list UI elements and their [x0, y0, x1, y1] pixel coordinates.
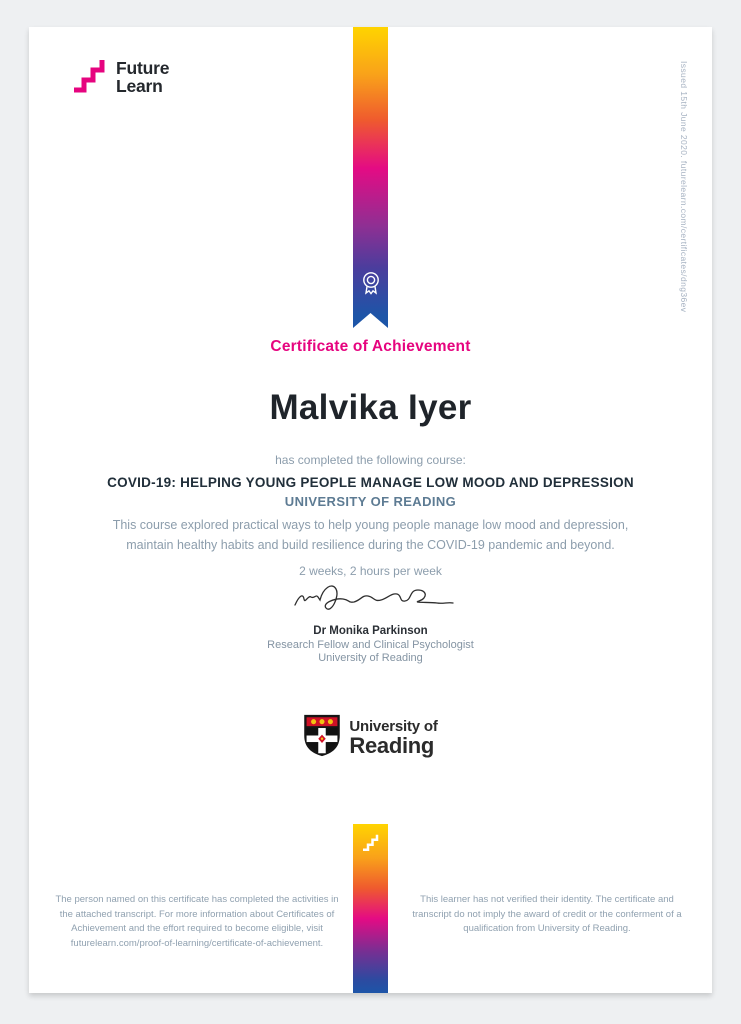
- signatory-organisation: University of Reading: [318, 652, 423, 664]
- futurelearn-stairs-icon: [71, 57, 109, 99]
- medal-icon: [359, 270, 383, 303]
- signature-image: [29, 578, 712, 625]
- signatory-name: Dr Monika Parkinson: [313, 625, 428, 637]
- bottom-ribbon: [353, 824, 388, 993]
- course-duration: 2 weeks, 2 hours per week: [299, 564, 442, 578]
- futurelearn-wordmark: [116, 60, 169, 96]
- institution-name: UNIVERSITY OF READING: [284, 494, 457, 509]
- futurelearn-stairs-icon-white: [361, 833, 380, 852]
- course-title: COVID-19: HELPING YOUNG PEOPLE MANAGE LOW MOOD AND DEPRESSION: [107, 475, 634, 490]
- footer-transcript-note: The person named on this certificate has completed the activities in the attached transcript. For more information about Certificates of Achievement and the effort required to become eligible, visit futurelearn.com/proof-of-learning/certificate-of-achievement.: [55, 894, 339, 950]
- reading-wordmark-line1: University of: [349, 718, 438, 736]
- futurelearn-logo: [71, 57, 169, 99]
- university-of-reading-logo: [29, 714, 712, 762]
- recipient-name: Malvika Iyer: [269, 388, 472, 427]
- footer-identity-note: This learner has not verified their identity. The certificate and transcript do not imply the award of credit or the conferment of a qualification from University of Reading.: [412, 894, 682, 935]
- certificate-title: Certificate of Achievement: [270, 338, 471, 355]
- issued-note: Issued 15th June 2020. futurelearn.com/certificates/dng36ev: [679, 61, 689, 313]
- signatory-role: Research Fellow and Clinical Psychologist: [267, 639, 474, 651]
- completion-line: has completed the following course:: [275, 453, 466, 467]
- certificate-page: [29, 27, 712, 993]
- futurelearn-wordmark-line2: Learn: [116, 76, 163, 96]
- reading-shield-icon: [303, 714, 341, 762]
- reading-wordmark-line2: Reading: [349, 732, 435, 758]
- award-ribbon: [353, 27, 388, 328]
- reading-wordmark: [349, 719, 437, 757]
- course-description: This course explored practical ways to help young people manage low mood and depression, maintain healthy habits and build resilience during the COVID-19 pandemic and beyond.: [112, 518, 629, 552]
- futurelearn-wordmark-line1: Future: [116, 58, 170, 79]
